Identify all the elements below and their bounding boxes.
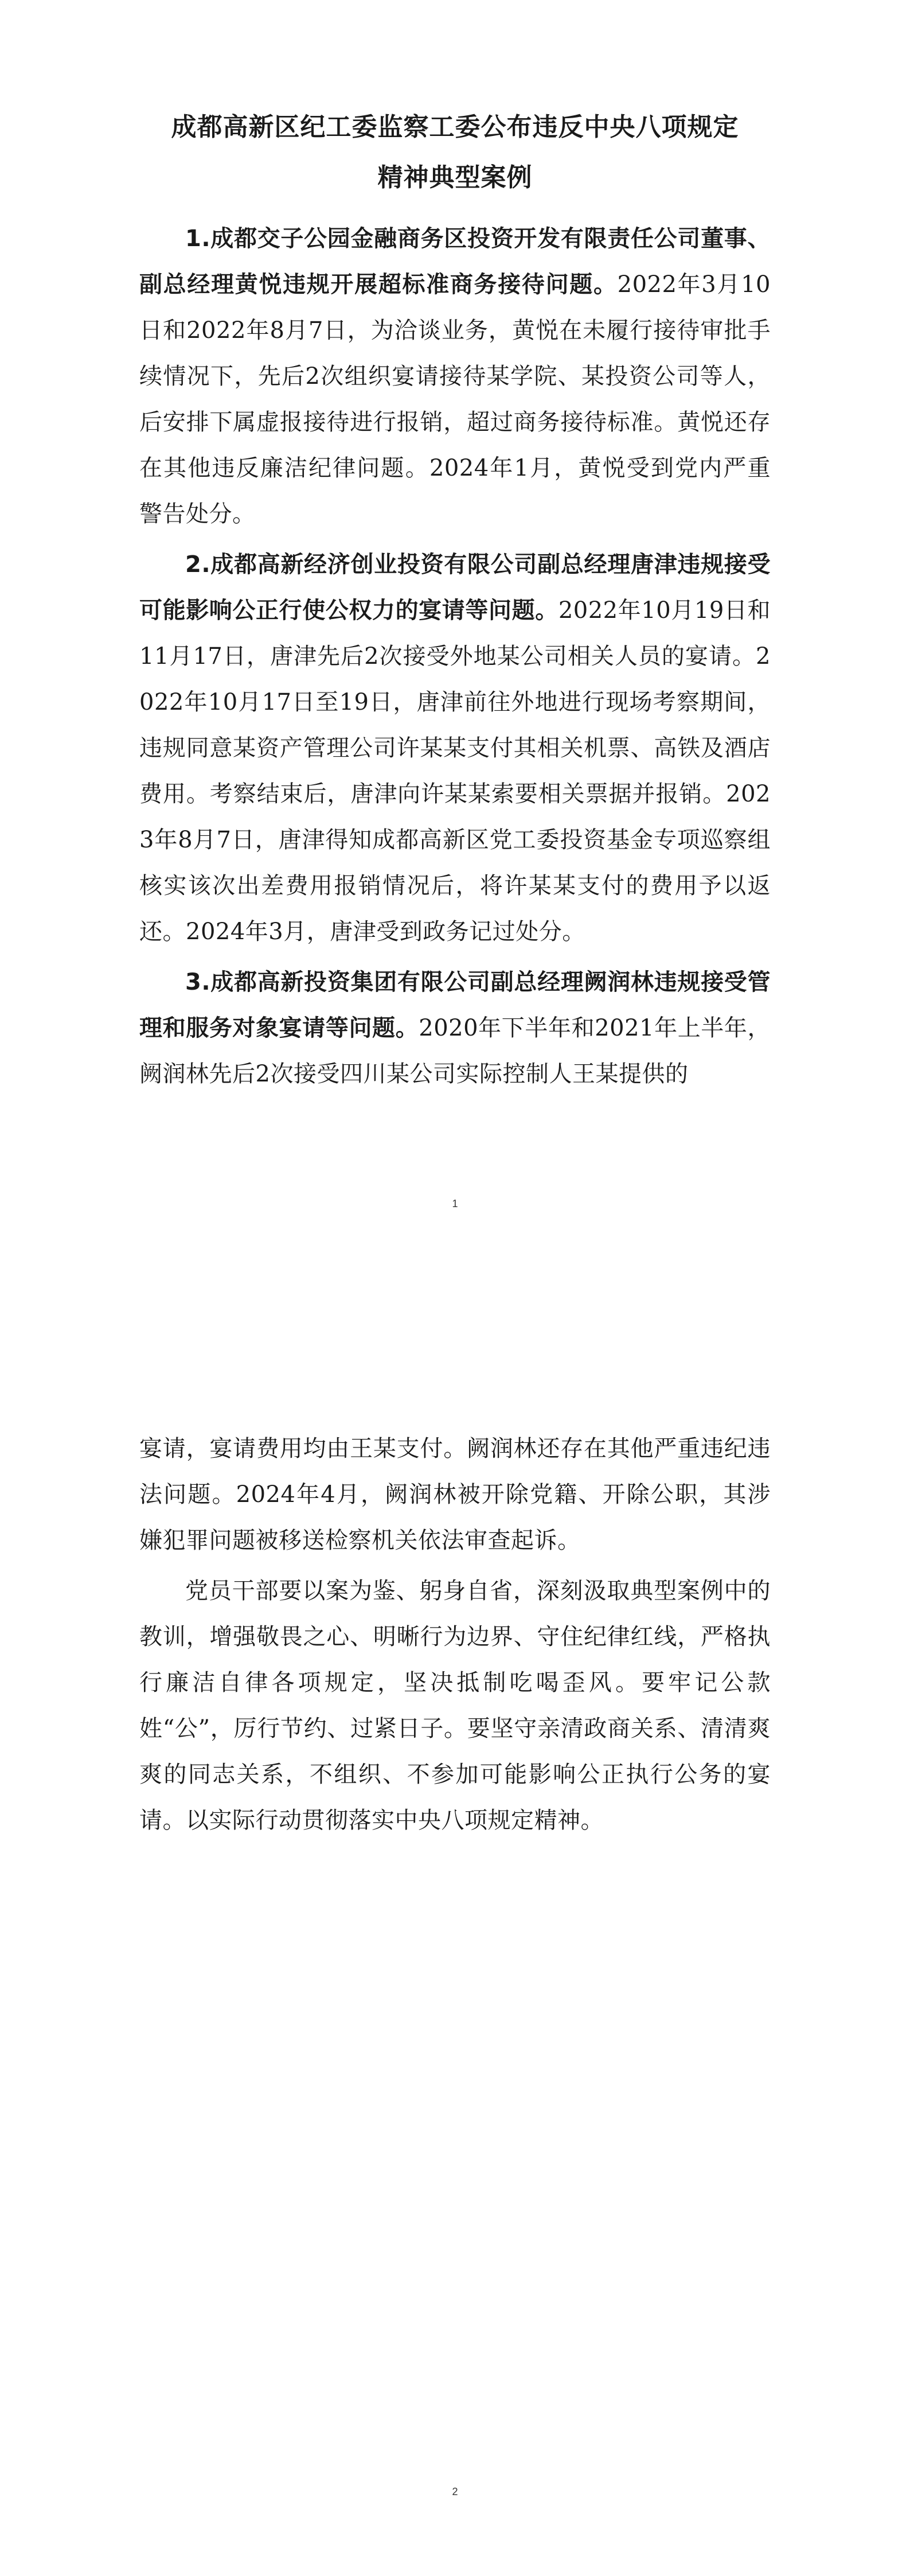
case-3-body: 2020年下半年和2021年上半年，阙润林先后2次接受四川某公司实际控制人王某提供的 bbox=[139, 1015, 771, 1087]
page-number: 1 bbox=[452, 1198, 458, 1209]
page-2-body bbox=[139, 1426, 771, 1843]
page-1-body bbox=[139, 216, 771, 1097]
document-title-line-2: 精神典型案例 bbox=[377, 163, 533, 192]
case-paragraph-1 bbox=[139, 216, 771, 537]
case-2-body: 2022年10月19日和11月17日，唐津先后2次接受外地某公司相关人员的宴请。2022年10月17日至19日，唐津前往外地进行现场考察期间，违规同意某资产管理公司许某某支付其相关机票、高铁及酒店费用。考察结束后，唐津向许某某索要相关票据并报销。2023年8月7日，唐津得知成都高新区党工委投资基金专项巡察组核实该次出差费用报销情况后，将许某某支付的费用予以返还。2024年3月，唐津受到政务记过处分。 bbox=[139, 597, 771, 945]
closing-paragraph: 党员干部要以案为鉴、躬身自省，深刻汲取典型案例中的教训，增强敬畏之心、明晰行为边界、守住纪律红线，严格执行廉洁自律各项规定，坚决抵制吃喝歪风。要牢记公款姓“公”，厉行节约、过紧日子。要坚守亲清政商关系、清清爽爽的同志关系，不组织、不参加可能影响公正执行公务的宴请。以实际行动贯彻落实中央八项规定精神。 bbox=[139, 1578, 771, 1834]
case-3-heading: 3.成都高新投资集团有限公司副总经理阙润林违规接受管理和服务对象宴请等问题。 bbox=[139, 969, 771, 1041]
case-1-heading: 1.成都交子公园金融商务区投资开发有限责任公司董事、副总经理黄悦违规开展超标准商务接待问题。 bbox=[139, 225, 771, 298]
page-number: 2 bbox=[452, 2486, 458, 2497]
document-page-2 bbox=[0, 1288, 910, 2576]
document-title-line-1: 成都高新区纪工委监察工委公布违反中央八项规定 bbox=[171, 112, 739, 142]
case-3-continuation: 宴请，宴请费用均由王某支付。阙润林还存在其他严重违纪违法问题。2024年4月，阙润林被开除党籍、开除公职，其涉嫌犯罪问题被移送检察机关依法审查起诉。 bbox=[139, 1435, 771, 1554]
case-paragraph-2 bbox=[139, 542, 771, 955]
case-1-body: 2022年3月10日和2022年8月7日，为洽谈业务，黄悦在未履行接待审批手续情况下，先后2次组织宴请接待某学院、某投资公司等人，后安排下属虚报接待进行报销，超过商务接待标准。黄悦还存在其他违反廉洁纪律问题。2024年1月，黄悦受到党内严重警告处分。 bbox=[139, 271, 771, 527]
document-title bbox=[139, 102, 771, 203]
case-paragraph-3 bbox=[139, 959, 771, 1097]
case-2-heading: 2.成都高新经济创业投资有限公司副总经理唐津违规接受可能影响公正行使公权力的宴请等问题。 bbox=[139, 551, 771, 624]
